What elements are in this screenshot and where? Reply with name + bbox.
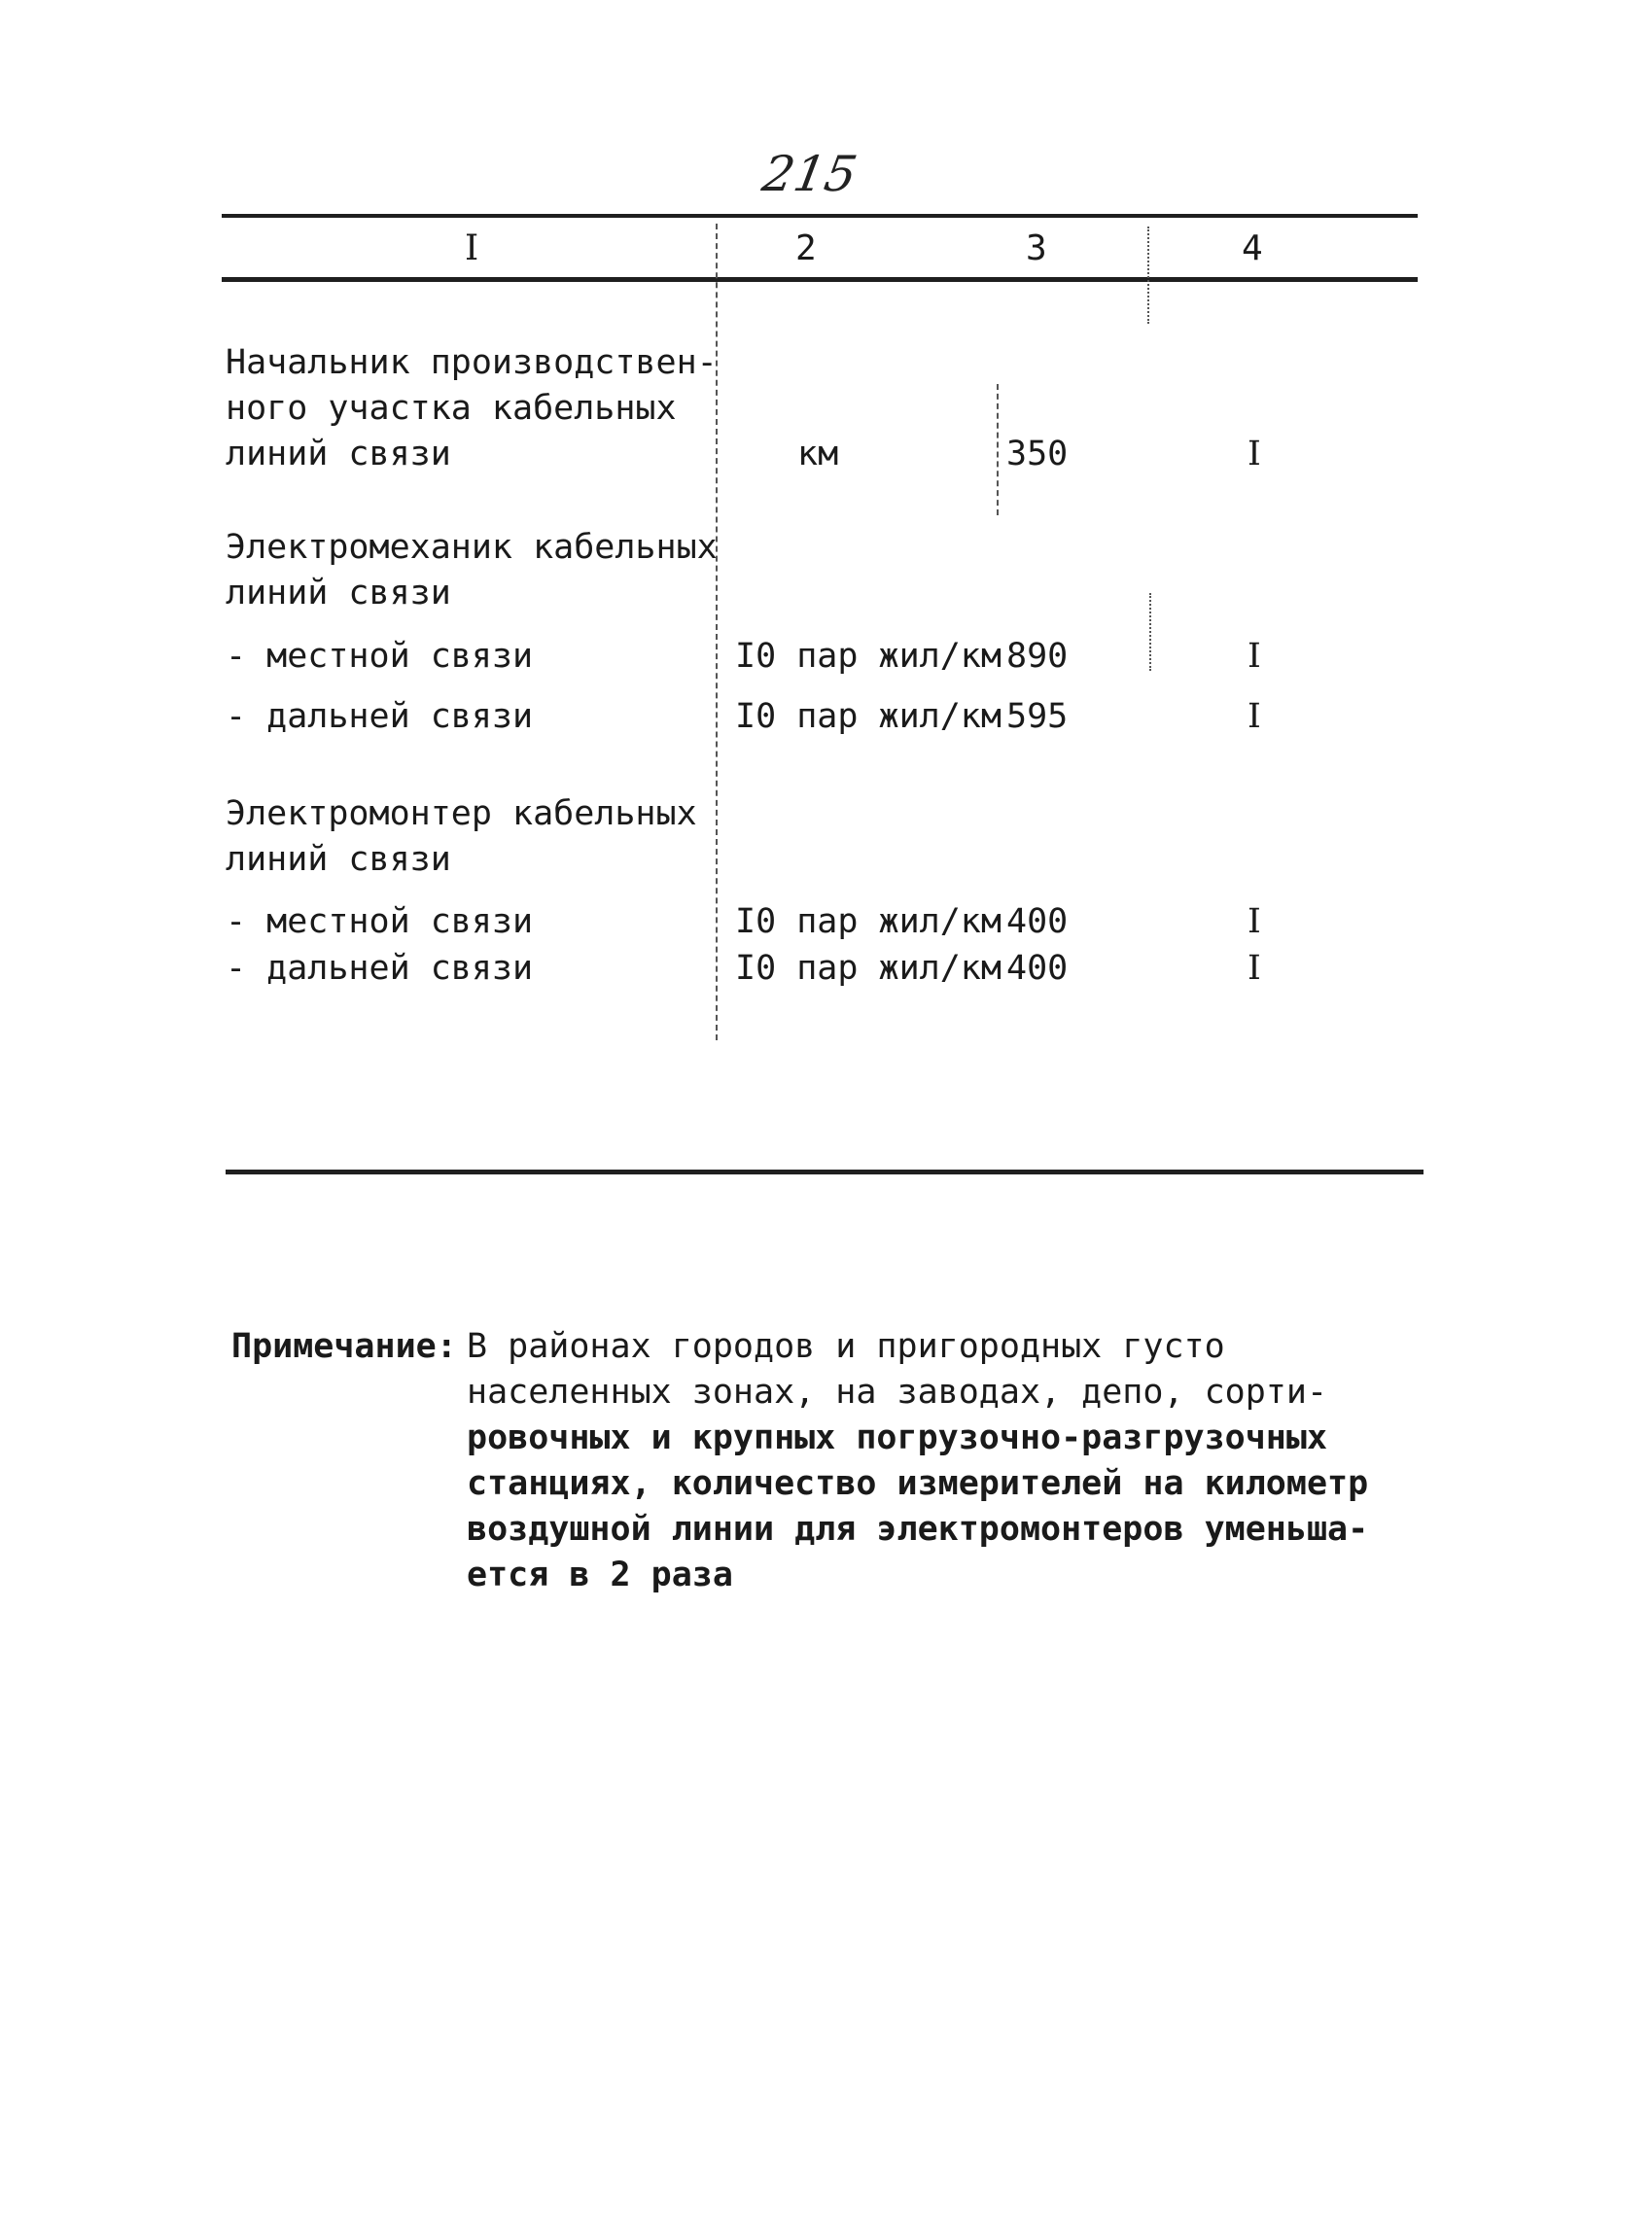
row-label-line: - местной связи <box>226 902 534 941</box>
row-norm: 400 <box>1006 949 1069 988</box>
page-number: 215 <box>757 146 861 202</box>
row-unit: I0 пар жил/км <box>735 902 1002 941</box>
note-label: Примечание: <box>231 1327 457 1366</box>
table-bottom-rule <box>226 1170 1424 1174</box>
note-line: воздушной линии для электромонтеров уменьша- <box>467 1510 1369 1549</box>
note-line: станциях, количество измерителей на километр <box>467 1464 1369 1503</box>
row-count: I <box>1248 637 1261 676</box>
column-header-3: 3 <box>1026 228 1047 268</box>
row-unit: I0 пар жил/км <box>735 637 1002 676</box>
row-count: I <box>1248 949 1261 988</box>
column-header-2: 2 <box>795 228 817 268</box>
row-label-line: - местной связи <box>226 637 534 676</box>
column-divider-3-mid <box>1149 593 1151 671</box>
note-line: ровочных и крупных погрузочно-разгрузочных <box>467 1418 1328 1457</box>
row-norm: 890 <box>1006 637 1069 676</box>
row-label-line: - дальней связи <box>226 949 534 988</box>
row-norm: 595 <box>1006 697 1069 736</box>
row-label-line: ного участка кабельных <box>226 389 677 428</box>
column-divider-3-top <box>1147 227 1149 324</box>
table-top-rule <box>222 214 1418 218</box>
column-header-4: 4 <box>1242 228 1263 268</box>
row-norm: 350 <box>1006 435 1069 473</box>
row-label-line: линий связи <box>226 435 451 473</box>
row-count: I <box>1248 902 1261 941</box>
row-label-line: - дальней связи <box>226 697 534 736</box>
table-header-rule <box>222 277 1418 282</box>
row-group-label-line: линий связи <box>226 840 451 879</box>
row-group-label-line: линий связи <box>226 574 451 612</box>
note-line: населенных зонах, на заводах, депо, сорти- <box>467 1373 1328 1412</box>
row-label-line: Начальник производствен- <box>226 343 718 382</box>
note-line: В районах городов и пригородных густо <box>467 1327 1225 1366</box>
row-unit: I0 пар жил/км <box>735 697 1002 736</box>
column-divider-2 <box>997 384 999 515</box>
row-count: I <box>1248 697 1261 736</box>
row-count: I <box>1248 435 1261 473</box>
row-group-label-line: Электромеханик кабельных <box>226 528 718 567</box>
row-unit: I0 пар жил/км <box>735 949 1002 988</box>
row-norm: 400 <box>1006 902 1069 941</box>
note-line: ется в 2 раза <box>467 1556 733 1594</box>
row-group-label-line: Электромонтер кабельных <box>226 794 697 833</box>
column-header-1: I <box>465 228 479 268</box>
row-unit: км <box>797 435 839 473</box>
